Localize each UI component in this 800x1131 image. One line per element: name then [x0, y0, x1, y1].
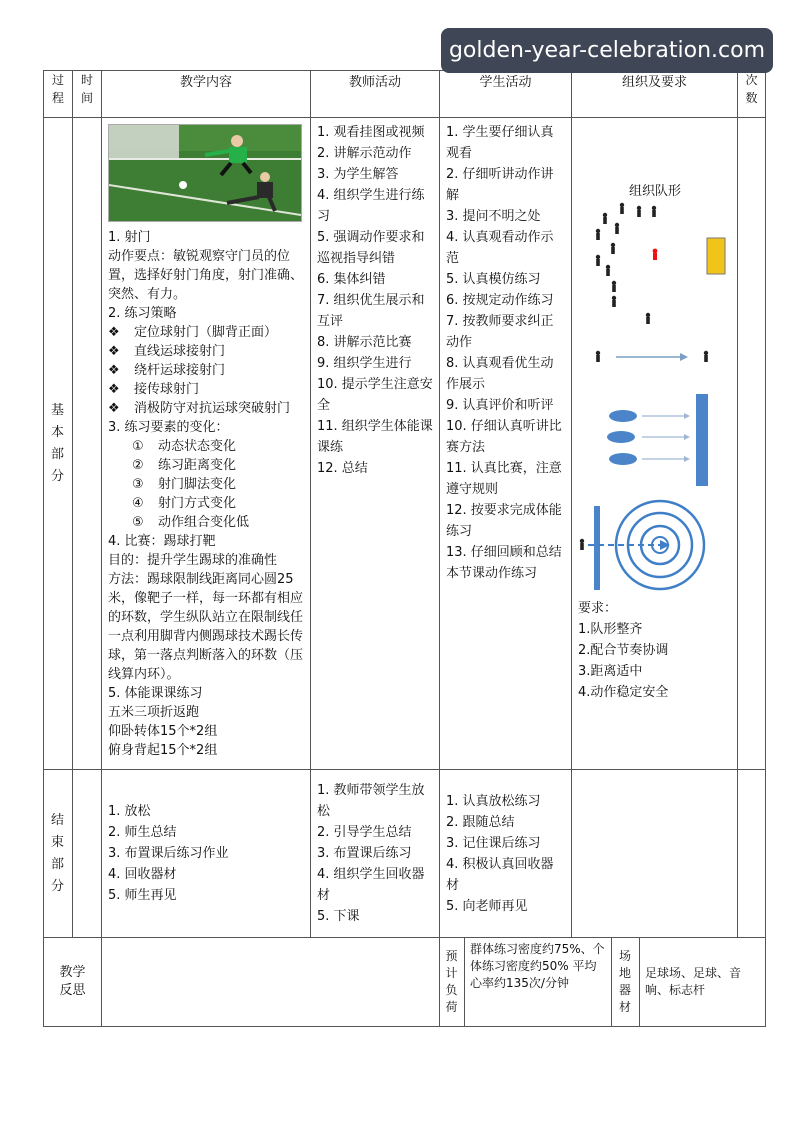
teacher-activity-item: 3. 为学生解答: [317, 167, 399, 182]
shooting-title: 1. 射门: [108, 230, 151, 245]
header-content: 教学内容: [102, 71, 311, 118]
change-item: ② 练习距离变化: [132, 458, 237, 473]
ending-student-item: 2. 跟随总结: [446, 814, 515, 830]
teacher-activity-item: 5. 强调动作要求和巡视指导纠错: [317, 230, 425, 266]
header-organization: 组织及要求: [572, 71, 738, 118]
coach-icon: [653, 249, 658, 260]
ending-content-item: 3. 布置课后练习作业: [108, 846, 229, 861]
venue-label: 场地器材: [612, 938, 640, 1027]
basic-teacher-cell: [311, 118, 440, 770]
ending-student-item: 4. 积极认真回收器材: [446, 856, 554, 893]
student-activity-item: 13. 仔细回顾和总结本节课动作练习: [446, 545, 562, 581]
ending-content-item: 4. 回收器材: [108, 867, 177, 882]
teacher-activity-item: 8. 讲解示范比赛: [317, 335, 412, 350]
basic-content-cell: [102, 118, 311, 770]
basic-student-cell: [440, 118, 572, 770]
header-student: 学生活动: [440, 71, 572, 118]
requirements-block: [572, 598, 737, 703]
student-activity-item: 3. 提问不明之处: [446, 209, 541, 224]
teacher-activity-item: 2. 讲解示范动作: [317, 146, 412, 161]
requirement-item: 3.距离适中: [578, 664, 643, 679]
teacher-activity-item: 6. 集体纠错: [317, 272, 386, 287]
strategy-title: 2. 练习策略: [108, 306, 177, 321]
arrow-icon: [680, 353, 688, 361]
ending-organization-cell: [572, 770, 738, 938]
ending-count-cell: [738, 770, 766, 938]
student-activity-item: 9. 认真评价和听评: [446, 398, 554, 413]
requirement-item: 2.配合节奏协调: [578, 643, 669, 658]
changes-title: 3. 练习要素的变化：: [108, 420, 229, 435]
student-activity-item: 6. 按规定动作练习: [446, 293, 554, 308]
header-row: [44, 71, 766, 118]
load-text: 群体练习密度约75%、个体练习密度约50% 平均心率约135次/分钟: [470, 942, 605, 990]
student-activity-item: 11. 认真比赛，注意遵守规则: [446, 461, 562, 497]
student-activity-item: 1. 学生要仔细认真观看: [446, 125, 554, 161]
lesson-plan-table: [43, 70, 766, 1027]
ending-teacher-item: 1. 教师带领学生放松: [317, 783, 425, 819]
basic-stage-label: 基本部分: [44, 118, 73, 770]
fitness-title: 5. 体能课课练习: [108, 686, 203, 701]
student-activity-item: 4. 认真观看动作示范: [446, 230, 554, 266]
strategy-item: ❖ 定位球射门（脚背正面）: [108, 325, 278, 340]
load-cell: [440, 938, 612, 1027]
basic-count-cell: [738, 118, 766, 770]
fitness-item: 俯身背起15个*2组: [108, 743, 218, 758]
header-count: 次数: [738, 71, 766, 118]
teacher-activity-item: 4. 组织学生进行练习: [317, 188, 425, 224]
fitness-item: 五米三项折返跑: [108, 705, 200, 720]
ending-section-row: [44, 770, 766, 938]
header-teacher: 教师活动: [311, 71, 440, 118]
ending-teacher-item: 3. 布置课后练习: [317, 846, 412, 861]
teacher-activity-item: 1. 观看挂图或视频: [317, 125, 425, 140]
formation-title: 组织队形: [628, 184, 681, 199]
shooting-essentials: 动作要点：敏锐观察守门员的位置，选择好射门角度，射门准确、突然、有力。: [108, 249, 304, 302]
ending-student-item: 1. 认真放松练习: [446, 793, 541, 809]
header-time: 时间: [73, 71, 102, 118]
ending-teacher-item: 2. 引导学生总结: [317, 825, 412, 840]
student-activity-item: 5. 认真模仿练习: [446, 272, 541, 287]
ball-marker-icon: [609, 410, 637, 422]
ending-student-cell: [440, 770, 572, 938]
requirements-title: 要求：: [578, 601, 618, 616]
watermark-banner: golden-year-celebration.com: [441, 28, 773, 73]
ending-teacher-cell: [311, 770, 440, 938]
fitness-item: 仰卧转体15个*2组: [108, 724, 218, 739]
goal-icon: [707, 238, 725, 274]
ending-content-item: 5. 师生再见: [108, 888, 177, 903]
reflection-label: 教学反思: [44, 938, 102, 1027]
teacher-activity-item: 12. 总结: [317, 461, 368, 476]
strategy-item: ❖ 消极防守对抗运球突破射门: [108, 401, 291, 416]
basic-section-row: [44, 118, 766, 770]
formation-diagram: [572, 198, 738, 598]
match-title: 4. 比赛：踢球打靶: [108, 534, 216, 549]
student-formation-icons: [596, 203, 656, 324]
student-activity-item: 12. 按要求完成体能练习: [446, 503, 562, 539]
header-stage: 过程: [44, 71, 73, 118]
reflection-row: [44, 938, 766, 1027]
student-activity-item: 7. 按教师要求纠正动作: [446, 314, 554, 350]
basic-time-cell: [73, 118, 102, 770]
restriction-line-icon: [594, 506, 600, 590]
strategy-item: ❖ 直线运球接射门: [108, 344, 226, 359]
match-purpose: 目的：提升学生踢球的准确性: [108, 553, 278, 568]
ball-marker-icon: [607, 431, 635, 443]
teacher-activity-item: 7. 组织优生展示和互评: [317, 293, 425, 329]
ending-stage-label: 结束部分: [44, 770, 73, 938]
ending-content-item: 1. 放松: [108, 804, 151, 819]
ending-student-item: 3. 记住课后练习: [446, 835, 541, 851]
ending-teacher-item: 4. 组织学生回收器材: [317, 867, 425, 903]
ending-content-item: 2. 师生总结: [108, 825, 177, 840]
load-label: 预计负荷: [440, 938, 465, 1026]
ending-time-cell: [73, 770, 102, 938]
student-activity-item: 8. 认真观看优生动作展示: [446, 356, 554, 392]
ending-content-cell: [102, 770, 311, 938]
reflection-body: [102, 938, 440, 1027]
change-item: ④ 射门方式变化: [132, 496, 237, 511]
venue-text: 足球场、足球、音响、标志杆: [640, 938, 766, 1027]
ball-marker-icon: [609, 453, 637, 465]
strategy-item: ❖ 接传球射门: [108, 382, 200, 397]
student-activity-item: 10. 仔细认真听讲比赛方法: [446, 419, 562, 455]
student-activity-item: 2. 仔细听讲动作讲解: [446, 167, 554, 203]
teacher-activity-item: 10. 提示学生注意安全: [317, 377, 433, 413]
change-item: ① 动态状态变化: [132, 439, 237, 454]
change-item: ⑤ 动作组合变化低: [132, 515, 250, 530]
change-item: ③ 射门脚法变化: [132, 477, 237, 492]
requirement-item: 1.队形整齐: [578, 622, 643, 637]
strategy-item: ❖ 绕杆运球接射门: [108, 363, 226, 378]
wall-icon: [696, 394, 708, 486]
match-method: 方法：踢球限制线距离同心圆25米，像靶子一样，每一环都有相应的环数，学生纵队站立在限制线任一点利用脚背内侧踢球技术踢长传球，第一落点判断落入的环数（压线算内环）。: [108, 572, 304, 682]
basic-organization-cell: [572, 118, 738, 770]
teacher-activity-item: 11. 组织学生体能课课练: [317, 419, 433, 455]
soccer-shot-photo: [108, 124, 302, 222]
ending-student-item: 5. 向老师再见: [446, 898, 528, 914]
requirement-item: 4.动作稳定安全: [578, 685, 669, 700]
teacher-activity-item: 9. 组织学生进行: [317, 356, 412, 371]
ending-teacher-item: 5. 下课: [317, 909, 360, 924]
